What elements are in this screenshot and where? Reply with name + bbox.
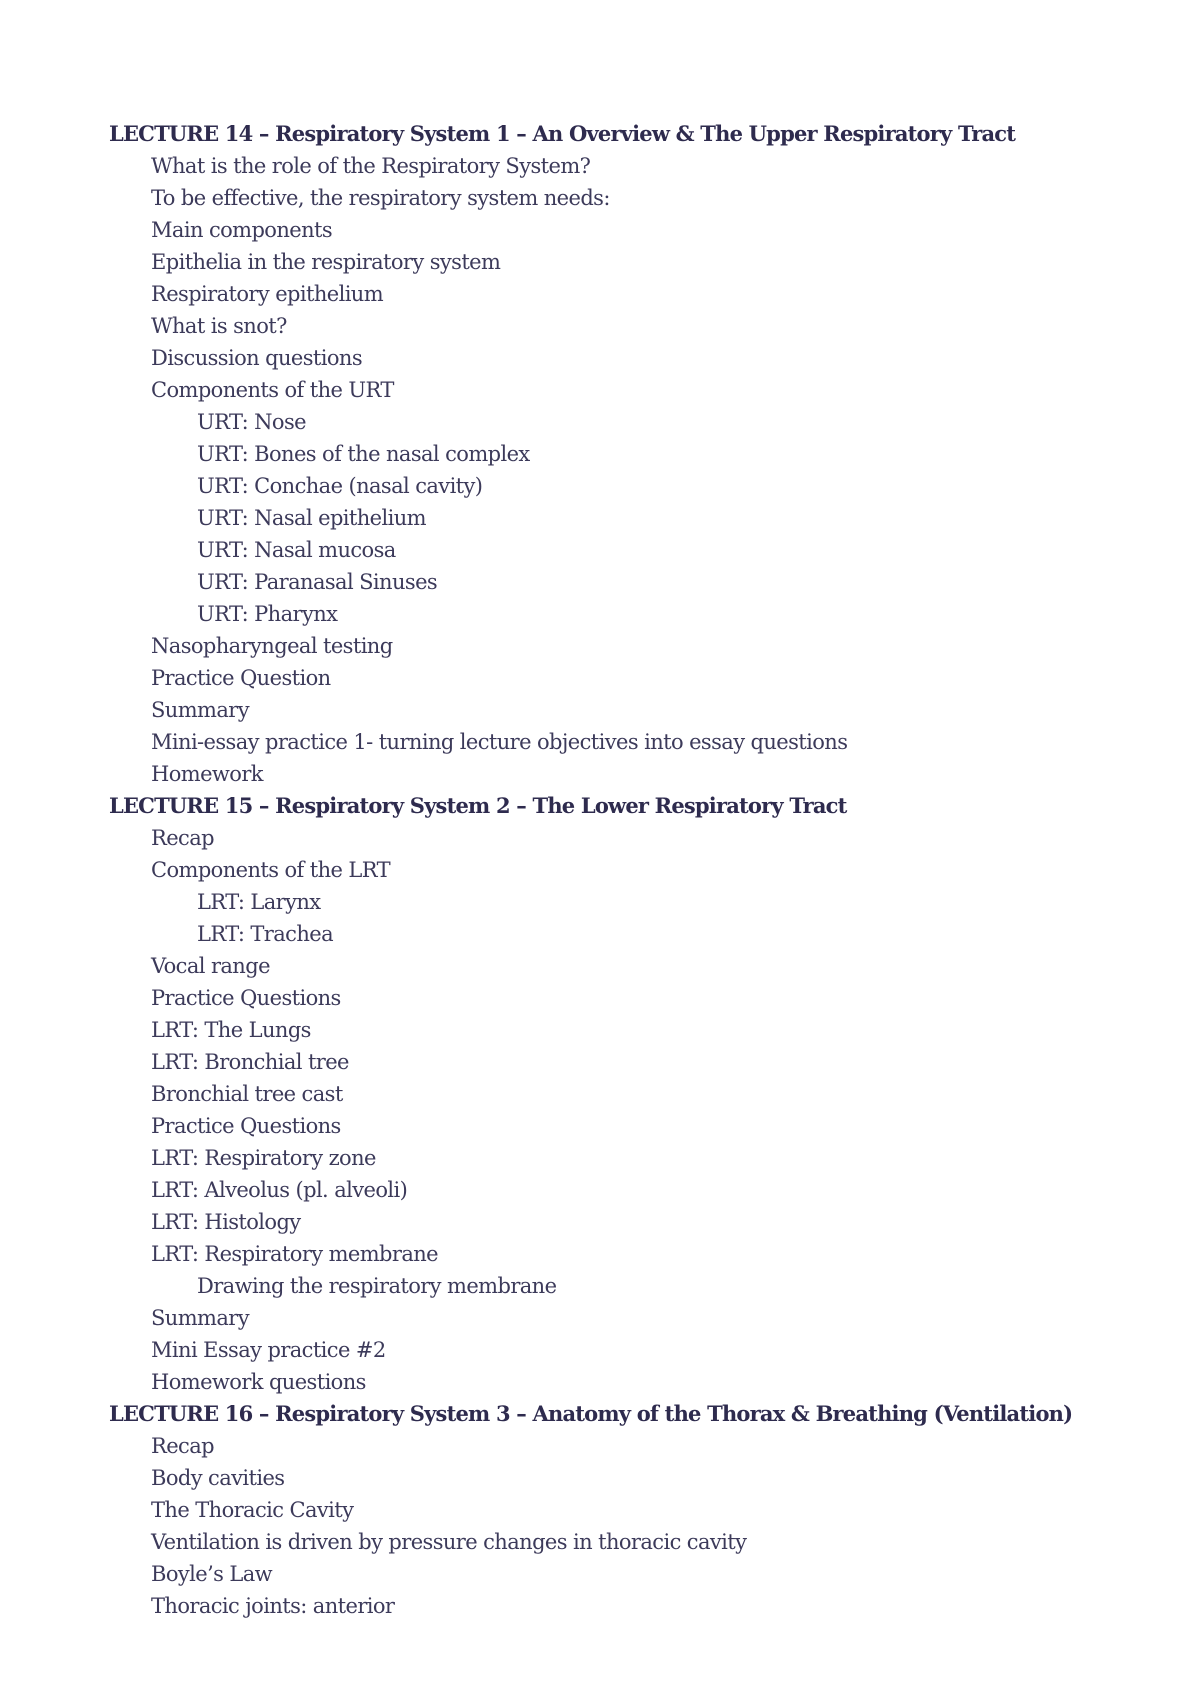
outline-item: Practice Question (151, 666, 331, 690)
outline-item: Ventilation is driven by pressure changes in thoracic cavity (151, 1530, 747, 1554)
outline-item: Practice Questions (151, 986, 341, 1010)
outline-item: Summary (151, 1306, 249, 1330)
outline-item: LRT: Histology (151, 1210, 301, 1234)
outline-item: Mini-essay practice 1- turning lecture objectives into essay questions (151, 730, 848, 754)
outline-item: LRT: Respiratory membrane (151, 1242, 438, 1266)
outline-item: Discussion questions (151, 346, 363, 370)
outline-item: To be effective, the respiratory system needs: (151, 186, 610, 210)
outline-item: Practice Questions (151, 1114, 341, 1138)
outline-item: Respiratory epithelium (151, 282, 384, 306)
outline-subitem: URT: Nasal mucosa (197, 538, 396, 562)
outline-item: Main components (151, 218, 333, 242)
outline-item: Nasopharyngeal testing (151, 634, 393, 658)
outline-item: What is the role of the Respiratory System? (151, 154, 591, 178)
lecture-heading: LECTURE 16 – Respiratory System 3 – Anatomy of the Thorax & Breathing (Ventilation) (109, 1401, 1073, 1426)
outline-item: LRT: Alveolus (pl. alveoli) (151, 1178, 408, 1202)
outline-item: LRT: Respiratory zone (151, 1146, 376, 1170)
outline-subitem: URT: Conchae (nasal cavity) (197, 474, 483, 498)
outline-subitem: LRT: Larynx (197, 890, 321, 914)
outline-item: Recap (151, 1434, 214, 1458)
outline-subitem: LRT: Trachea (197, 922, 333, 946)
outline-item: LRT: The Lungs (151, 1018, 311, 1042)
outline-item: Components of the LRT (151, 858, 391, 882)
outline-subitem: Drawing the respiratory membrane (197, 1274, 557, 1298)
table-of-contents (109, 118, 1109, 1622)
outline-item: What is snot? (151, 314, 287, 338)
outline-subitem: URT: Nasal epithelium (197, 506, 426, 530)
outline-item: Boyle’s Law (151, 1562, 273, 1586)
outline-subitem: URT: Pharynx (197, 602, 338, 626)
outline-item: LRT: Bronchial tree (151, 1050, 349, 1074)
outline-item: Thoracic joints: anterior (151, 1594, 395, 1618)
outline-subitem: URT: Bones of the nasal complex (197, 442, 530, 466)
outline-item: Homework (151, 762, 263, 786)
outline-item: Homework questions (151, 1370, 366, 1394)
lecture-heading: LECTURE 15 – Respiratory System 2 – The Lower Respiratory Tract (109, 793, 847, 818)
outline-item: Vocal range (151, 954, 270, 978)
outline-item: Body cavities (151, 1466, 285, 1490)
outline-item: Summary (151, 698, 249, 722)
outline-item: Epithelia in the respiratory system (151, 250, 501, 274)
outline-item: Components of the URT (151, 378, 394, 402)
outline-subitem: URT: Nose (197, 410, 306, 434)
outline-item: Mini Essay practice #2 (151, 1338, 386, 1362)
outline-item: The Thoracic Cavity (151, 1498, 354, 1522)
outline-item: Bronchial tree cast (151, 1082, 343, 1106)
lecture-heading: LECTURE 14 – Respiratory System 1 – An Overview & The Upper Respiratory Tract (109, 121, 1016, 146)
outline-subitem: URT: Paranasal Sinuses (197, 570, 438, 594)
outline-item: Recap (151, 826, 214, 850)
